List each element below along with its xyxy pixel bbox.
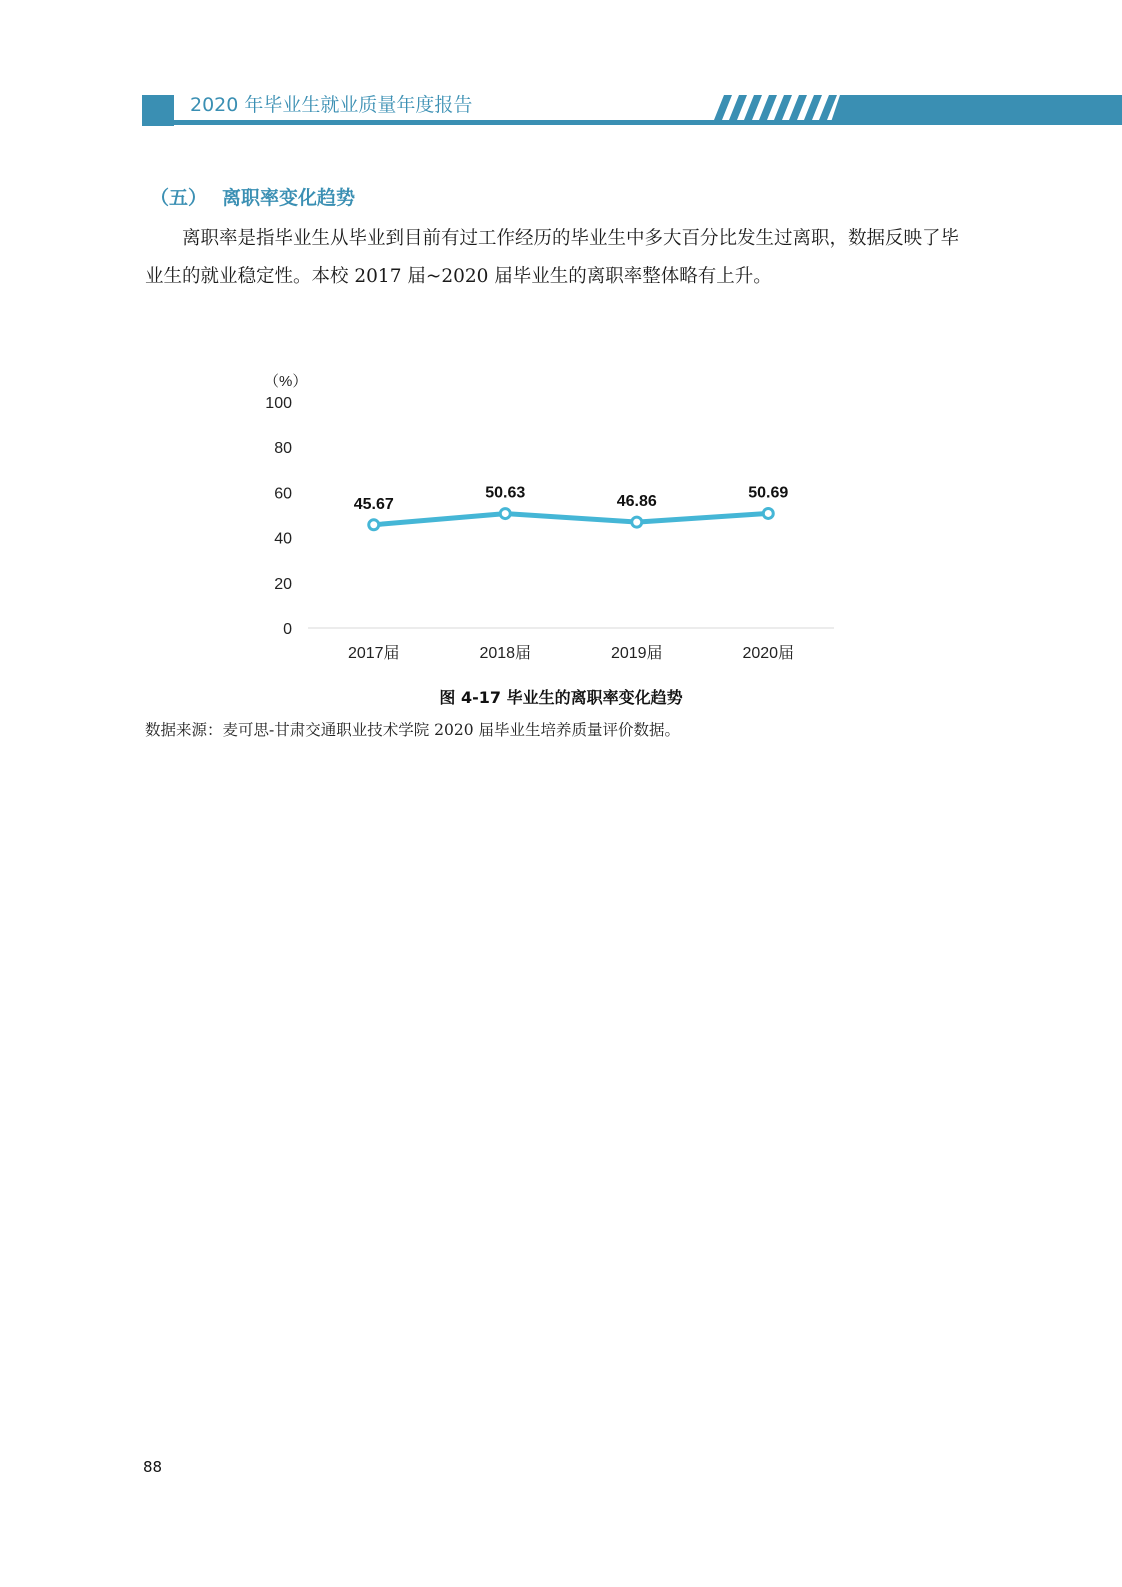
attrition-rate-line-chart bbox=[240, 360, 860, 670]
x-tick-label: 2020届 bbox=[742, 645, 795, 662]
x-tick-label: 2017届 bbox=[347, 645, 400, 662]
x-tick-label: 2018届 bbox=[479, 645, 532, 662]
data-label: 50.69 bbox=[748, 484, 789, 502]
data-labels bbox=[354, 484, 789, 512]
header-stripe-decoration bbox=[690, 95, 1122, 125]
x-tick-label: 2019届 bbox=[610, 645, 663, 662]
y-axis-unit-label: （%） bbox=[264, 373, 308, 390]
data-point bbox=[369, 520, 379, 530]
y-tick-label: 60 bbox=[274, 485, 292, 503]
y-tick-label: 0 bbox=[283, 621, 292, 638]
section-heading bbox=[150, 184, 355, 212]
page-number: 88 bbox=[143, 1458, 163, 1476]
data-point bbox=[632, 517, 642, 527]
data-source-note: 数据来源：麦可思-甘肃交通职业技术学院 2020 届毕业生培养质量评价数据。 bbox=[145, 721, 681, 739]
x-axis-ticks bbox=[348, 644, 794, 662]
y-tick-label: 80 bbox=[274, 440, 292, 458]
section-number: （五） bbox=[150, 187, 208, 209]
data-point bbox=[763, 508, 773, 518]
figure-caption: 图 4-17 毕业生的离职率变化趋势 bbox=[439, 688, 683, 707]
y-tick-label: 100 bbox=[265, 395, 292, 412]
y-tick-label: 20 bbox=[274, 575, 292, 593]
y-tick-label: 40 bbox=[274, 530, 292, 548]
series-line bbox=[374, 513, 769, 524]
body-paragraph: 离职率是指毕业生从毕业到目前有过工作经历的毕业生中多大百分比发生过离职，数据反映了毕业生的就业稳定性。本校 2017 届~2020 届毕业生的离职率整体略有上升。 bbox=[145, 228, 960, 287]
data-label: 50.63 bbox=[485, 484, 526, 502]
header-accent-block bbox=[142, 95, 174, 126]
y-axis-ticks bbox=[265, 395, 292, 638]
report-header-title: 2020 年毕业生就业质量年度报告 bbox=[190, 94, 473, 116]
data-point bbox=[500, 509, 510, 519]
section-title: 离职率变化趋势 bbox=[222, 187, 356, 209]
data-label: 46.86 bbox=[616, 493, 657, 511]
data-label: 45.67 bbox=[353, 495, 394, 513]
